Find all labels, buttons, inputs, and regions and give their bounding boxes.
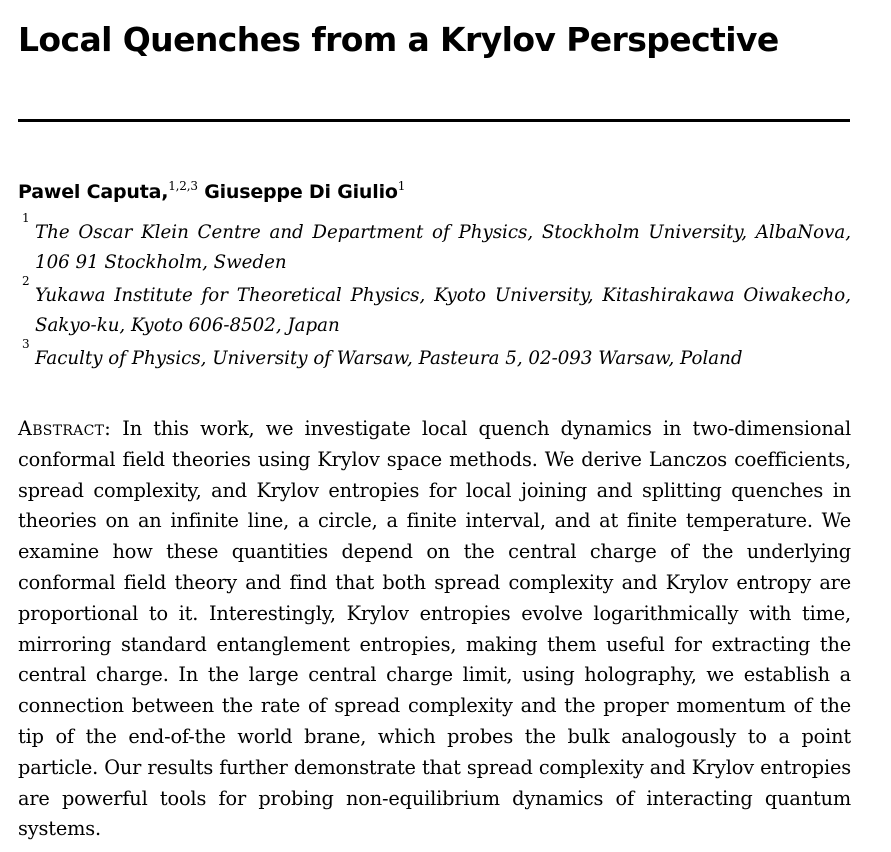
- affiliation: 1 The Oscar Klein Centre and Department of Physics, Stockholm University, AlbaNova, 106 91 Stockholm, Sweden: [22, 211, 851, 273]
- author-affiliation-marker: 1,2,3: [168, 179, 198, 193]
- affiliation-text: The Oscar Klein Centre and Department of Physics, Stockholm University, AlbaNova, 106 91 Stockholm, Sweden: [35, 222, 851, 273]
- abstract-text: In this work, we investigate local quench dynamics in two-dimensional conformal field theories using Krylov space methods. We derive Lanczos coefficients, spread complexity, and Krylov entropies for local joining and splitting quenches in theories on an infinite line, a circle, a finite interval, and at finite temperature. We examine how these quantities depend on the central charge of the underlying conformal field theory and find that both spread complexity and Krylov entropy are proportional to it. Interestingly, Krylov entropies evolve logarithmically with time, mirroring standard entanglement entropies, making them useful for extracting the central charge. In the large central charge limit, using holography, we establish a connection between the rate of spread complexity and the proper momentum of the tip of the end-of-the world brane, which probes the bulk analogously to a point particle. Our results further demonstrate that spread complexity and Krylov entropies are powerful tools for probing non-equilibrium dynamics of interacting quantum systems.: [18, 417, 851, 841]
- author-affiliation-marker: 1: [397, 179, 406, 193]
- affiliation-text: Yukawa Institute for Theoretical Physics, Kyoto University, Kitashirakawa Oiwakecho, Sakyo-ku, Kyoto 606-8502, Japan: [35, 285, 851, 336]
- affiliation-list: [18, 211, 851, 374]
- affiliation: 2 Yukawa Institute for Theoretical Physics, Kyoto University, Kitashirakawa Oiwakecho, Sakyo-ku, Kyoto 606-8502, Japan: [22, 274, 851, 336]
- affiliation: 3 Faculty of Physics, University of Warsaw, Pasteura 5, 02-093 Warsaw, Poland: [22, 337, 743, 369]
- author-list: [18, 178, 851, 206]
- title-rule: [18, 119, 850, 122]
- author-name: Pawel Caputa,: [18, 181, 169, 203]
- author-name: Giuseppe Di Giulio: [204, 181, 398, 203]
- paper-title: Local Quenches from a Krylov Perspective: [18, 20, 779, 59]
- affiliation-text: Faculty of Physics, University of Warsaw, Pasteura 5, 02-093 Warsaw, Poland: [35, 348, 743, 369]
- abstract: [18, 414, 851, 845]
- abstract-label: Abstract:: [18, 417, 112, 440]
